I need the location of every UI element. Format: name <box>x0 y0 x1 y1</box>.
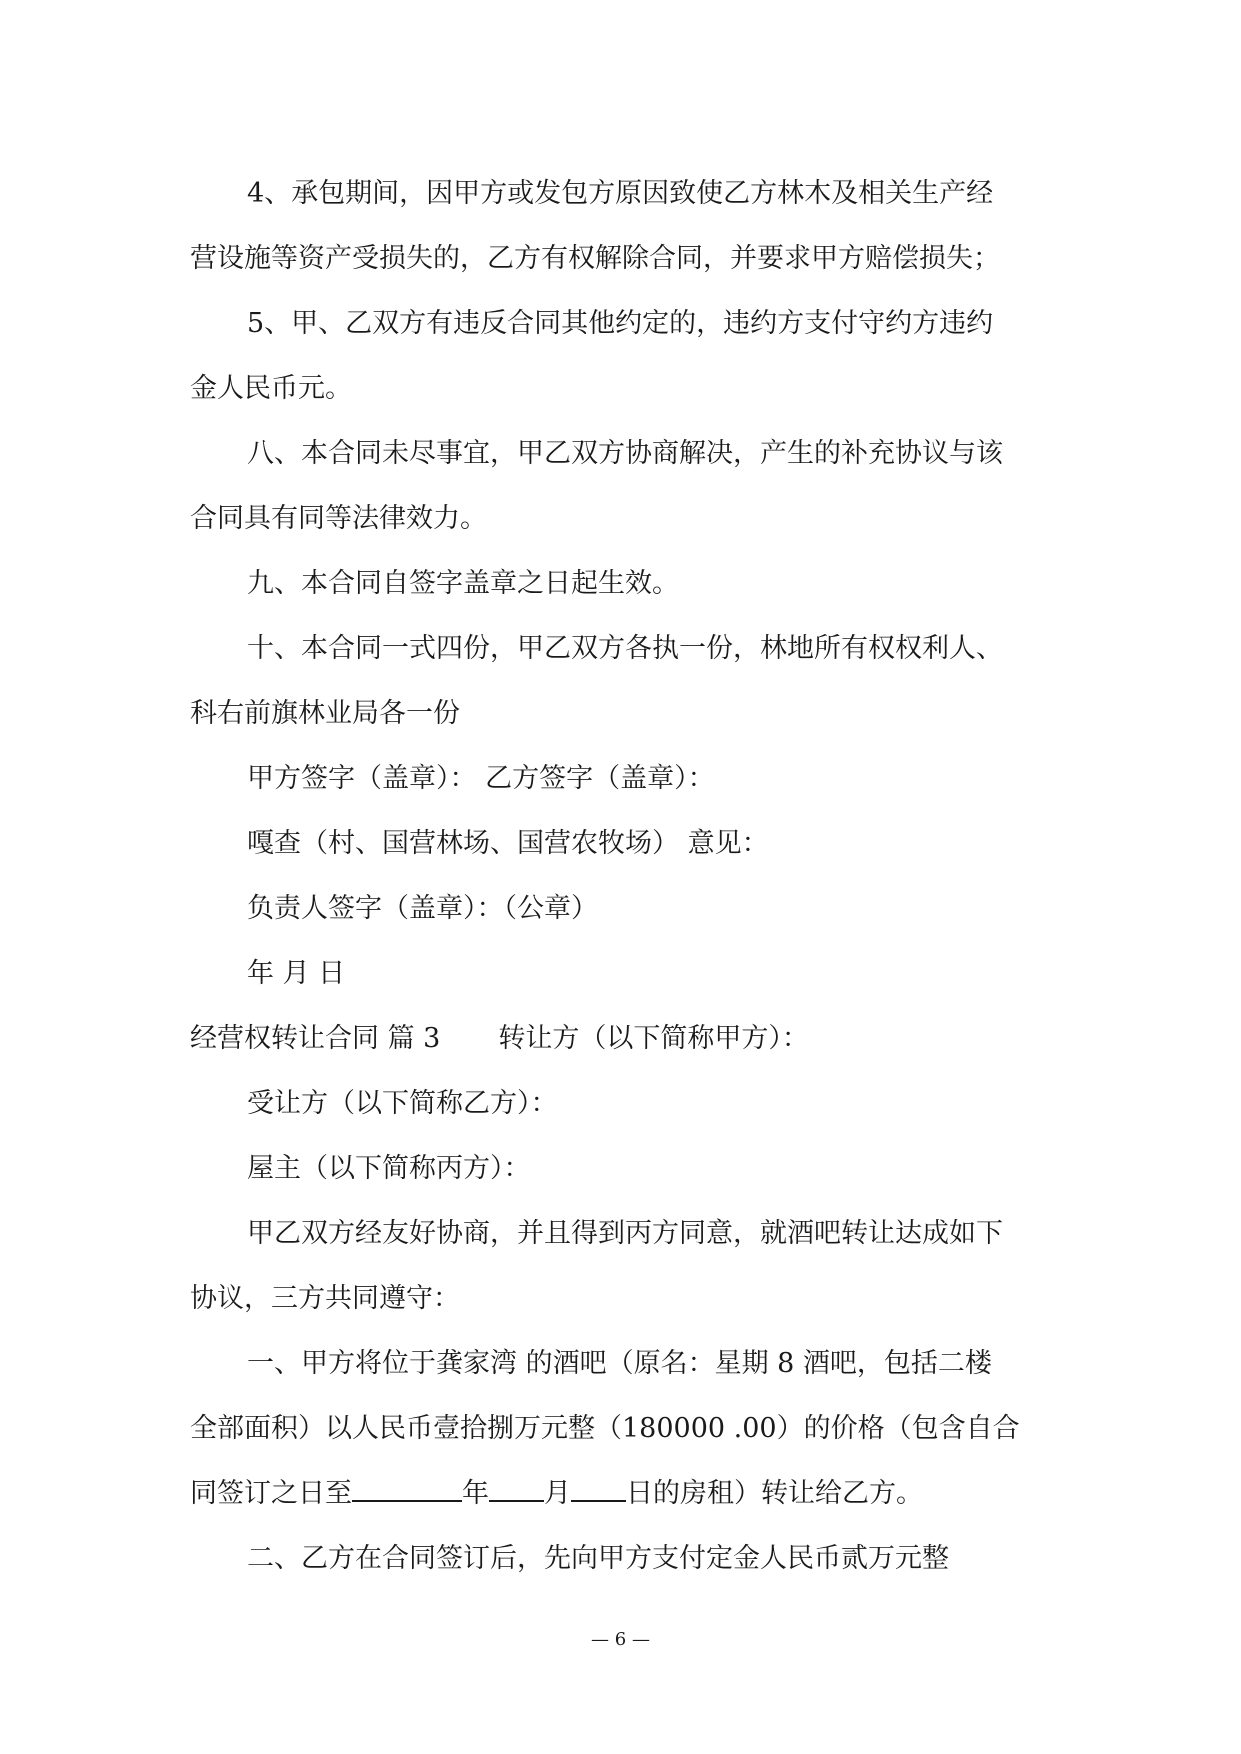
article-1-line-2: 全部面积）以人民币壹拾捌万元整（180000 .00）的价格（包含自合 <box>190 1413 1020 1444</box>
signature-parties: 甲方签字（盖章）： 乙方签字（盖章）： <box>247 763 715 794</box>
transferor-label: 转让方（以下简称甲方）： <box>498 1023 809 1054</box>
year-blank <box>352 1470 462 1502</box>
paragraph-5-line-2: 金人民币元。 <box>190 373 352 404</box>
article-1-text-rest: 日的房租）转让给乙方。 <box>626 1478 923 1509</box>
article-1-text-year: 年 <box>462 1478 489 1509</box>
signature-date: 年 月 日 <box>247 958 346 989</box>
paragraph-4-line-2: 营设施等资产受损失的，乙方有权解除合同，并要求甲方赔偿损失； <box>190 243 1000 274</box>
paragraph-5-line-1: 5、甲、乙双方有违反合同其他约定的，违约方支付守约方违约 <box>247 308 994 339</box>
transferee-label: 受让方（以下简称乙方）： <box>247 1088 558 1119</box>
section-3-heading-line <box>190 1006 1050 1071</box>
document-body <box>190 161 1050 1591</box>
article-10-line-2: 科右前旗林业局各一份 <box>190 698 460 729</box>
article-1-line-1: 一、甲方将位于龚家湾 的酒吧（原名：星期 8 酒吧，包括二楼 <box>247 1348 992 1379</box>
article-8-line-2: 合同具有同等法律效力。 <box>190 503 487 534</box>
month-blank <box>489 1470 544 1502</box>
article-9: 九、本合同自签字盖章之日起生效。 <box>247 568 679 599</box>
intro-line-1: 甲乙双方经友好协商，并且得到丙方同意，就酒吧转让达成如下 <box>247 1218 1003 1249</box>
section-3-title: 经营权转让合同 篇 3 <box>190 1023 441 1054</box>
article-1-text-a: 同签订之日至 <box>190 1478 352 1509</box>
responsible-signature: 负责人签字（盖章）：（公章） <box>247 893 598 924</box>
article-1-text-month: 月 <box>544 1478 571 1509</box>
paragraph-4-line-1: 4、承包期间，因甲方或发包方原因致使乙方林木及相关生产经 <box>247 178 994 209</box>
article-8-line-1: 八、本合同未尽事宜，甲乙双方协商解决，产生的补充协议与该 <box>247 438 1003 469</box>
article-2-line-1: 二、乙方在合同签订后，先向甲方支付定金人民币贰万元整 <box>247 1543 949 1574</box>
page-number: — 6 — <box>591 1629 650 1650</box>
owner-label: 屋主（以下简称丙方）： <box>247 1153 531 1184</box>
article-1-line-3 <box>190 1461 1050 1526</box>
article-10-line-1: 十、本合同一式四份，甲乙双方各执一份，林地所有权权利人、 <box>247 633 1003 664</box>
day-blank <box>571 1470 626 1502</box>
village-opinion: 嘎查（村、国营林场、国营农牧场） 意见： <box>247 828 769 859</box>
intro-line-2: 协议，三方共同遵守： <box>190 1283 460 1314</box>
